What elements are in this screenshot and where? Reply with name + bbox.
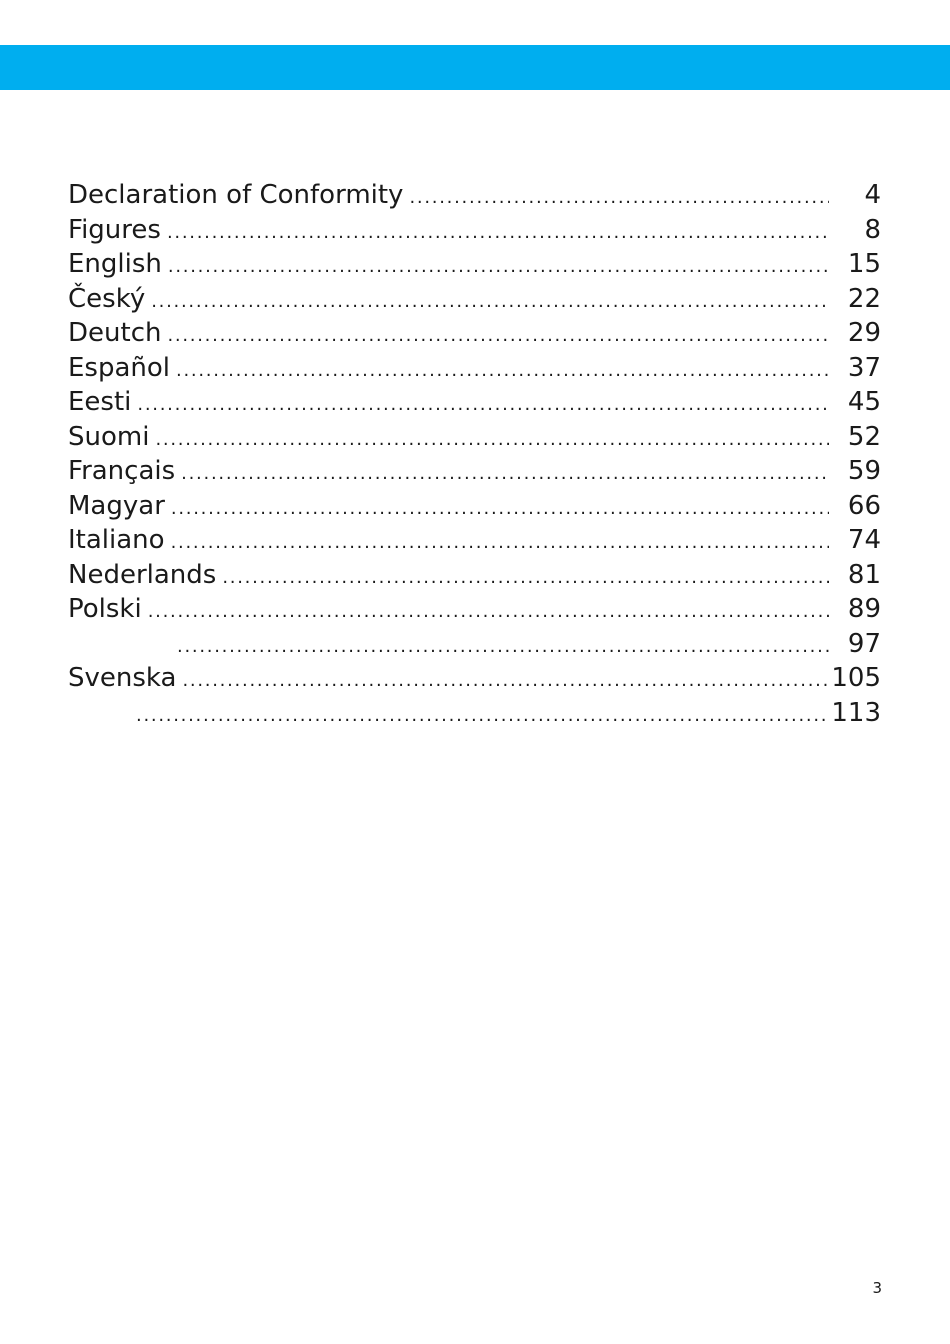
toc-entry-page: 29 — [847, 318, 881, 348]
toc-leader-dots — [222, 558, 829, 596]
toc-entry-title: Español — [68, 352, 171, 383]
toc-leader-dots — [167, 213, 829, 251]
toc-entry-nederlands[interactable] — [68, 558, 881, 593]
toc-entry-title: Český — [68, 283, 146, 314]
toc-leader-dots — [409, 178, 829, 216]
toc-entry-title: English — [68, 249, 162, 279]
toc-entry-eesti[interactable] — [68, 385, 881, 420]
toc-leader-dots — [136, 696, 829, 734]
toc-leader-dots — [155, 420, 829, 458]
toc-entry-untitled-97[interactable] — [68, 627, 881, 662]
toc-entry-title: Declaration of Conformity — [68, 180, 404, 210]
toc-entry-cesky[interactable] — [68, 282, 881, 317]
toc-leader-dots — [137, 385, 829, 423]
toc-entry-page: 105 — [831, 663, 881, 693]
toc-entry-title: Figures — [68, 214, 161, 245]
toc-entry-page: 37 — [847, 352, 881, 383]
toc-entry-title: Deutch — [68, 318, 162, 348]
toc-entry-page: 66 — [847, 490, 881, 521]
toc-entry-title: Nederlands — [68, 559, 217, 590]
toc-entry-title: Magyar — [68, 490, 165, 521]
toc-entry-title: Français — [68, 456, 176, 486]
toc-entry-page: 74 — [847, 525, 881, 555]
toc-entry-title: Svenska — [68, 663, 177, 693]
toc-entry-page: 8 — [864, 214, 881, 245]
toc-entry-francais[interactable] — [68, 454, 881, 489]
toc-entry-page: 89 — [847, 594, 881, 624]
toc-entry-page: 97 — [847, 628, 881, 659]
page-number: 3 — [872, 1279, 882, 1297]
toc-entry-deutch[interactable] — [68, 316, 881, 351]
toc-entry-page: 4 — [864, 180, 881, 210]
toc-entry-page: 113 — [831, 697, 881, 728]
toc-entry-page: 22 — [847, 283, 881, 314]
toc-entry-page: 15 — [847, 249, 881, 279]
toc-entry-figures[interactable] — [68, 213, 881, 248]
toc-entry-polski[interactable] — [68, 592, 881, 627]
toc-leader-dots — [176, 351, 829, 389]
toc-entry-italiano[interactable] — [68, 523, 881, 558]
toc-leader-dots — [167, 316, 829, 354]
toc-entry-untitled-113[interactable] — [68, 696, 881, 731]
toc-entry-page: 45 — [847, 387, 881, 417]
toc-entry-page: 81 — [847, 559, 881, 590]
toc-leader-dots — [171, 523, 829, 561]
toc-entry-title: Suomi — [68, 421, 150, 452]
toc-entry-declaration[interactable] — [68, 178, 881, 213]
toc-leader-dots — [151, 282, 829, 320]
toc-leader-dots — [171, 489, 829, 527]
toc-leader-dots — [177, 627, 829, 665]
toc-entry-magyar[interactable] — [68, 489, 881, 524]
toc-leader-dots — [181, 454, 829, 492]
toc-entry-title: Eesti — [68, 387, 132, 417]
toc-entry-title: Polski — [68, 594, 142, 624]
toc-entry-espanol[interactable] — [68, 351, 881, 386]
toc-leader-dots — [168, 247, 829, 285]
toc-leader-dots — [182, 661, 829, 699]
header-color-band — [0, 45, 950, 90]
toc-leader-dots — [148, 592, 829, 630]
toc-entry-svenska[interactable] — [68, 661, 881, 696]
table-of-contents — [68, 178, 881, 730]
toc-entry-page: 52 — [847, 421, 881, 452]
toc-entry-page: 59 — [847, 456, 881, 486]
toc-entry-suomi[interactable] — [68, 420, 881, 455]
toc-entry-english[interactable] — [68, 247, 881, 282]
toc-entry-title: Italiano — [68, 525, 165, 555]
